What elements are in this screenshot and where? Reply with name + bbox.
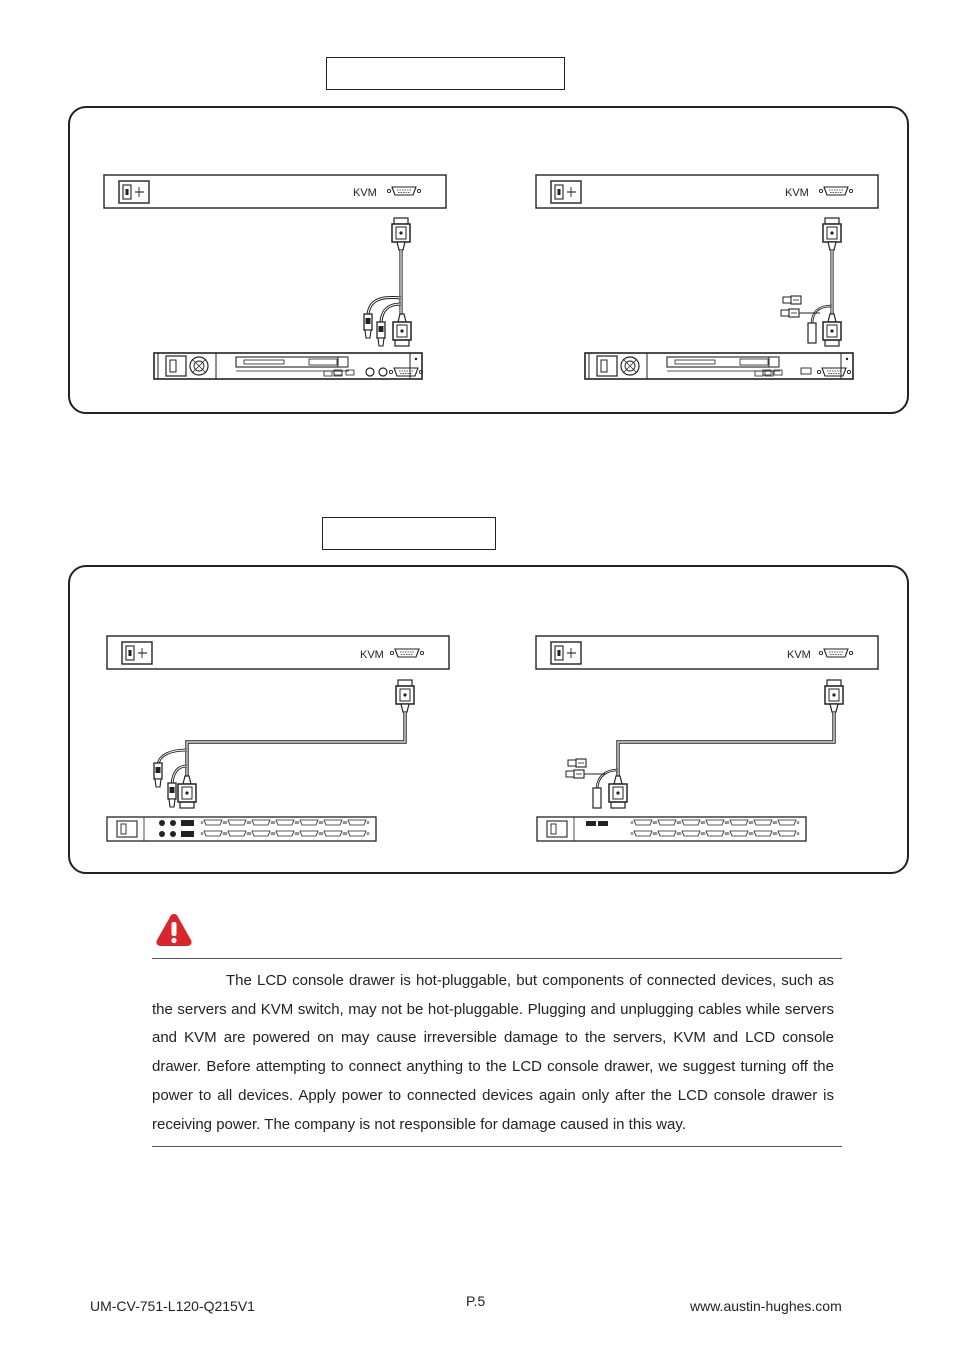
vga-connector-icon: [823, 314, 841, 346]
lcd-drawer-rear-left-1: [104, 175, 446, 208]
kvm-port-label: KVM: [353, 187, 377, 199]
ps2-connector-icon: [168, 783, 176, 807]
document-code: UM-CV-751-L120-Q215V1: [90, 1298, 255, 1314]
vga-connector-icon: [825, 680, 843, 712]
lcd-drawer-rear-right-1: [536, 175, 878, 208]
hot-plug-notice-text: The LCD console drawer is hot-pluggable, but components of connected devices, such as the servers and KVM switch, may not be hot-pluggable. Plugging and unplugging cables while servers and KVM are powered on may cause irreversible damage to the servers, KVM and LCD console drawer. Before attempting to connect anything to the LCD console drawer, we suggest turning off the power to all devices. Apply power to connected devices again only after the LCD console drawer is receiving power. The company is not responsible for damage caused in this way.: [152, 972, 834, 1133]
kvm-port-label: KVM: [785, 187, 809, 199]
vga-connector-icon: [393, 314, 411, 346]
website-link[interactable]: www.austin-hughes.com: [690, 1298, 842, 1314]
ps2-connector-icon: [364, 314, 372, 338]
kvm-switch-rear-right: [537, 817, 806, 841]
page-number: P.5: [466, 1293, 486, 1309]
usb-connector-icon: [566, 770, 584, 778]
warning-icon: [155, 912, 193, 948]
lcd-drawer-rear-left-2: [107, 636, 449, 669]
usb-connector-icon: [781, 309, 799, 317]
lcd-drawer-rear-right-2: [536, 636, 878, 669]
vga-connector-icon: [392, 218, 410, 250]
kvm-switch-rear-left: [107, 817, 376, 841]
kvm-port-label: KVM: [787, 649, 811, 661]
kvm-port-label: KVM: [360, 649, 384, 661]
server-rear-right: [585, 353, 853, 379]
vga-connector-icon: [396, 680, 414, 712]
server-rear-left: [154, 353, 423, 379]
notice-bottom-rule: [152, 1146, 842, 1147]
usb-connector-icon: [783, 296, 801, 304]
notice-top-rule: [152, 958, 842, 959]
ps2-connector-icon: [377, 322, 385, 346]
vga-connector-icon: [609, 776, 627, 808]
vga-connector-icon: [178, 776, 196, 808]
usb-connector-icon: [568, 759, 586, 767]
vga-connector-icon: [823, 218, 841, 250]
ps2-connector-icon: [154, 763, 162, 787]
